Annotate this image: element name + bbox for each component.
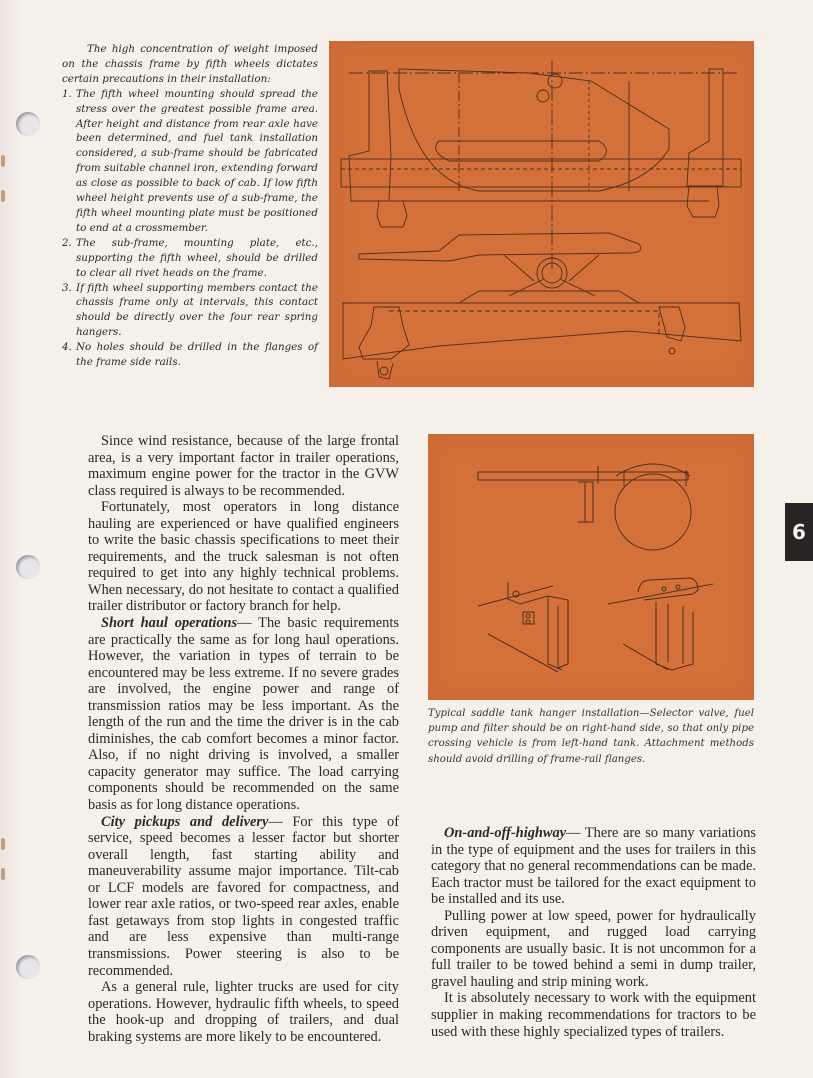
paragraph-on-off-highway	[431, 825, 756, 908]
figure-caption: Typical saddle tank hanger installation—Selector valve, fuel pump and filter should be on right-hand side, so that only pipe crossing vehicle is from left-hand tank. Attachment methods should avoid drilling of frame-rail flanges.	[428, 708, 754, 765]
paragraph-lighter-trucks: As a general rule, lighter trucks are used for city operations. However, hydraulic fifth wheels, to speed the hook-up and dropping of trailers, and dual braking systems are more likely to be encountered.	[88, 979, 399, 1045]
section-tab: 6	[785, 503, 813, 561]
fifth-wheel-drawing-icon	[329, 41, 754, 387]
right-column-text	[431, 825, 756, 1040]
list-text: No holes should be drilled in the flanges of the frame side rails.	[76, 341, 318, 369]
list-item	[62, 236, 318, 281]
heading-city-pickups: City pickups and delivery	[101, 813, 269, 830]
paragraph-equipment-supplier: It is absolutely necessary to work with the equipment supplier in making recommendations for tractors to be used with these highly specialized types of trailers.	[431, 990, 756, 1040]
list-item	[62, 340, 318, 370]
saddle-tank-hanger-drawing-icon	[428, 434, 754, 700]
city-text: — For this type of service, speed becomes a lesser factor but shorter overall length, fast starting ability and maneuverability assume major importance. Tilt-cab or LCF models are favored for compactness, and lower rear axle ratios, or two-speed rear axles, enable fast getaways from stop lights in congested traffic and are less expensive than multi-range transmissions. Power steering is also to be recommended.	[88, 813, 400, 979]
figure-fifth-wheel-mounting	[329, 41, 754, 387]
paragraph-pulling-power: Pulling power at low speed, power for hydraulically driven equipment, and rugged load carrying components are usually basic. It is not uncommon for a full trailer to be towed behind a semi in dump trailer, gravel hauling and strip mining work.	[431, 907, 756, 990]
list-item	[62, 281, 318, 341]
edge-mark	[1, 190, 5, 202]
paragraph-wind-resistance: Since wind resistance, because of the large frontal area, is a very important factor in trailer operations, maximum engine power for the tractor in the GVW class required is always to be recommended.	[88, 433, 399, 499]
punch-hole	[16, 555, 40, 579]
list-item	[62, 87, 318, 236]
edge-mark	[1, 155, 5, 167]
list-text: If fifth wheel supporting members contact the chassis frame only at intervals, this contact should be directly over the four rear spring hangers.	[76, 281, 318, 339]
edge-mark	[1, 838, 5, 850]
left-column-text	[88, 433, 399, 1045]
short-haul-text: — The basic requirements are practically the same as for long haul operations. However, the variation in types of terrain to be encountered may be less extreme. If no severe grades are involved, the engine power and range of transmission ratios may be less important. As the length of the run and the time the driver is in the cab diminishes, the cab comfort becomes a minor factor. Also, if no night driving is involved, a smaller capacity generator may suffice. The load carrying components should be recommended on the same basis as for long distance operations.	[88, 615, 399, 814]
intro-precautions	[62, 42, 318, 370]
list-text: The sub-frame, mounting plate, etc., supporting the fifth wheel, should be drilled to clear all rivet heads on the frame.	[76, 236, 318, 279]
list-number: 4.	[62, 341, 72, 354]
punch-hole	[16, 955, 40, 979]
list-text: The fifth wheel mounting should spread the stress over the greatest possible frame area. After height and distance from rear axle have been determined, and fuel tank installation considered, a sub-frame should be fabricated from suitable channel iron, extending forward as close as possible to back of cab. If low fifth wheel height prevents use of a sub-frame, the fifth wheel mounting plate must be positioned to end at a crossmember.	[76, 87, 318, 234]
punch-hole	[16, 112, 40, 136]
paragraph-city-pickups	[88, 814, 399, 979]
on-off-text: — There are so many variations in the type of equipment and the uses for trailers in this category that no general recommendations can be made. Each tractor must be tailored for the exact equipment to be installed and its use.	[431, 825, 756, 908]
heading-short-haul: Short haul operations	[101, 615, 238, 632]
paragraph-long-distance: Fortunately, most operators in long distance hauling are experienced or have qualified engineers to write the basic chassis specifications to meet their requirements, and the truck salesman is not often required to get into any highly technical problems. When necessary, do not hesitate to contact a qualified trailer distributor or factory branch for help.	[88, 499, 399, 615]
paragraph-short-haul	[88, 615, 399, 814]
list-number: 3.	[62, 281, 72, 294]
figure-saddle-tank-hanger	[428, 434, 754, 700]
list-number: 1.	[62, 87, 72, 100]
list-number: 2.	[62, 236, 72, 249]
edge-mark	[1, 868, 5, 880]
heading-on-off-highway: On-and-off-highway	[444, 825, 567, 841]
intro-lead: The high concentration of weight imposed on the chassis frame by fifth wheels dictates certain precautions in their installation:	[62, 43, 318, 85]
precautions-list	[62, 87, 318, 370]
